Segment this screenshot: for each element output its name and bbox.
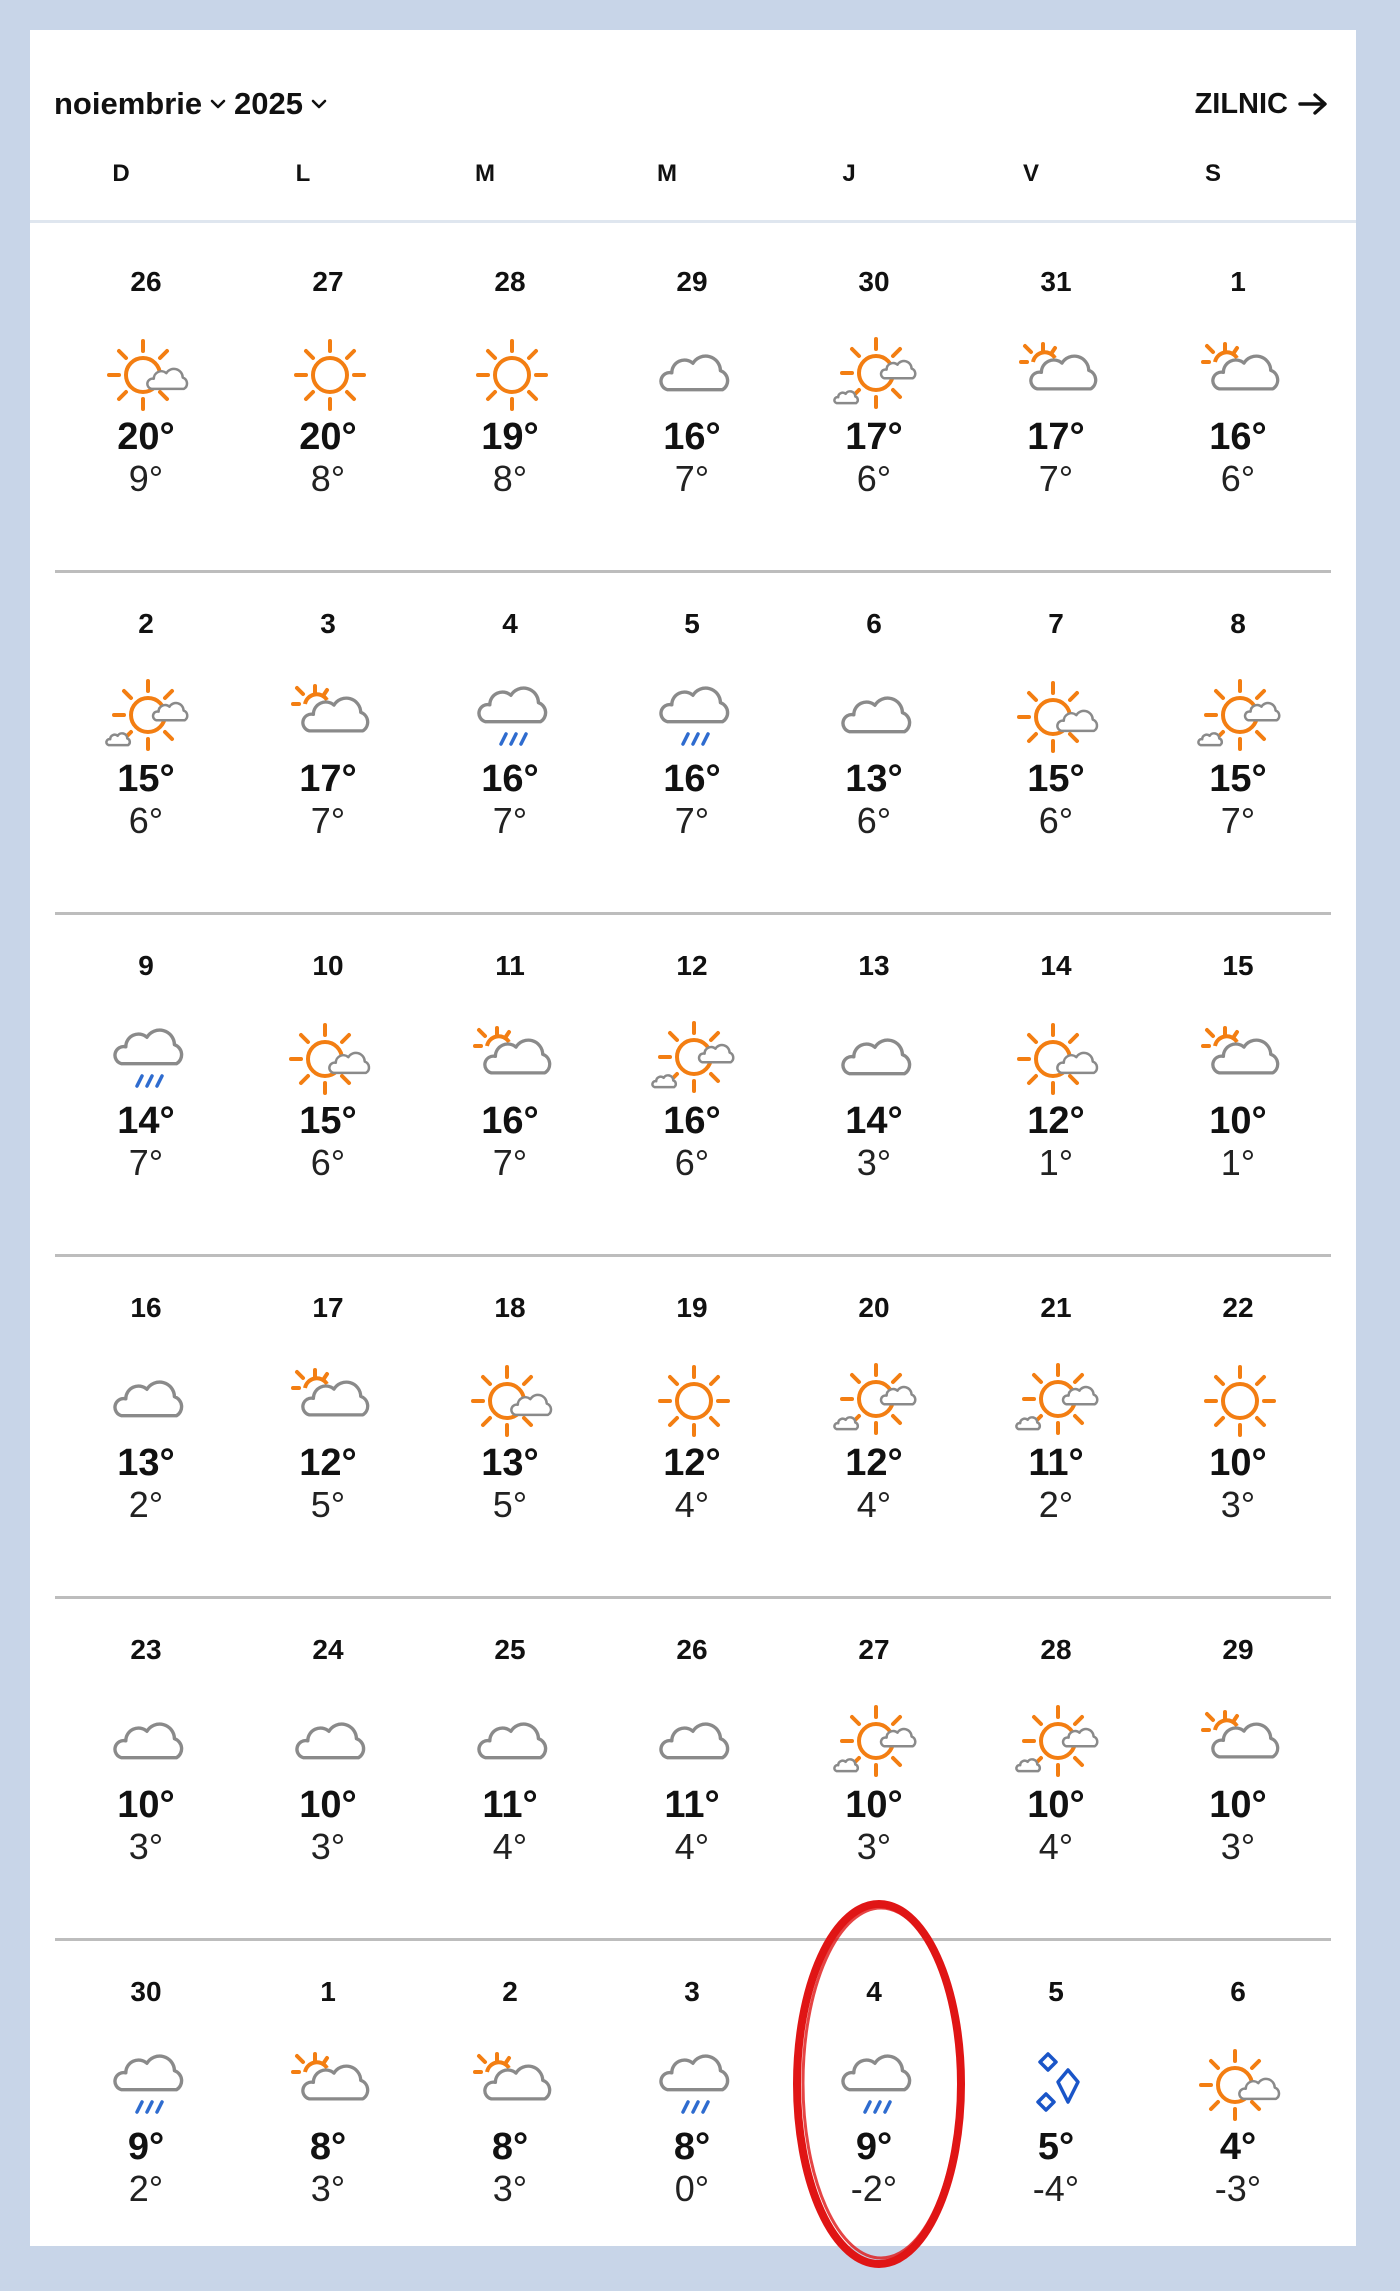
arrow-right-icon [1298, 93, 1328, 115]
max-temperature: 13° [845, 758, 903, 800]
min-temperature: -4° [1032, 2168, 1080, 2209]
max-temperature: 15° [1209, 758, 1267, 800]
max-temperature: 9° [855, 2126, 893, 2168]
day-number: 28 [1040, 1634, 1072, 1665]
month-label: noiembrie [54, 86, 203, 121]
min-temperature: 3° [310, 2168, 346, 2209]
min-temperature: 6° [1038, 800, 1074, 841]
cloud-icon [103, 1698, 193, 1788]
max-temperature: 16° [481, 1100, 539, 1142]
week-row [55, 1256, 1356, 1598]
min-temperature: 6° [310, 1142, 346, 1183]
max-temperature: 8° [491, 2126, 529, 2168]
min-temperature: 9° [128, 458, 164, 499]
max-temperature: 12° [1027, 1100, 1085, 1142]
weekday-label: D [112, 160, 130, 187]
min-temperature: 3° [128, 1826, 164, 1867]
day-cell[interactable] [1147, 572, 1329, 914]
sun-with-clouds-icon [831, 1356, 921, 1446]
chevron-down-icon [311, 96, 327, 112]
min-temperature: -3° [1214, 2168, 1262, 2209]
partly-cloudy-icon [1013, 330, 1103, 420]
day-cell[interactable] [55, 1940, 237, 2282]
min-temperature: 8° [492, 458, 528, 499]
min-temperature: 5° [492, 1484, 528, 1525]
day-number: 5 [1048, 1976, 1064, 2007]
day-cell[interactable] [237, 572, 419, 914]
min-temperature: 4° [856, 1484, 892, 1525]
sun-with-clouds-icon [103, 672, 193, 762]
day-number: 27 [858, 1634, 890, 1665]
max-temperature: 8° [673, 2126, 711, 2168]
rain-icon [649, 672, 739, 762]
min-temperature: 7° [1220, 800, 1256, 841]
day-cell[interactable] [237, 230, 419, 572]
day-cell[interactable] [601, 1940, 783, 2282]
day-cell[interactable] [783, 230, 965, 572]
weekday-header-row [30, 160, 1356, 210]
sun-icon [1195, 1356, 1285, 1446]
max-temperature: 4° [1219, 2126, 1257, 2168]
min-temperature: 3° [1220, 1484, 1256, 1525]
sun-with-clouds-icon [1195, 672, 1285, 762]
day-cell[interactable] [419, 1598, 601, 1940]
day-cell[interactable] [419, 572, 601, 914]
day-number: 16 [130, 1292, 162, 1323]
day-cell[interactable] [1147, 1256, 1329, 1598]
max-temperature: 16° [481, 758, 539, 800]
min-temperature: 3° [1220, 1826, 1256, 1867]
day-number: 11 [495, 950, 525, 981]
min-temperature: -2° [850, 2168, 898, 2209]
cloud-icon [649, 330, 739, 420]
min-temperature: 7° [492, 800, 528, 841]
min-temperature: 4° [492, 1826, 528, 1867]
day-number: 27 [312, 266, 344, 297]
week-row [55, 1940, 1356, 2282]
partly-cloudy-icon [285, 672, 375, 762]
day-number: 15 [1222, 950, 1254, 981]
day-number: 13 [858, 950, 890, 981]
max-temperature: 17° [845, 416, 903, 458]
max-temperature: 20° [299, 416, 357, 458]
day-number: 21 [1040, 1292, 1072, 1323]
min-temperature: 4° [1038, 1826, 1074, 1867]
day-cell[interactable] [1147, 1940, 1329, 2282]
weekday-label: M [475, 160, 495, 187]
daily-view-label: ZILNIC [1194, 87, 1288, 120]
day-cell[interactable] [1147, 914, 1329, 1256]
day-number: 26 [130, 266, 162, 297]
day-number: 3 [684, 1976, 700, 2007]
cloud-icon [831, 672, 921, 762]
day-number: 9 [138, 950, 154, 981]
day-cell[interactable] [237, 914, 419, 1256]
day-cell[interactable] [783, 1256, 965, 1598]
cloud-icon [467, 1698, 557, 1788]
day-number: 26 [676, 1634, 708, 1665]
day-number: 6 [866, 608, 882, 639]
sun-icon [285, 330, 375, 420]
year-label: 2025 [234, 86, 303, 121]
day-cell[interactable] [237, 1256, 419, 1598]
day-cell[interactable] [601, 572, 783, 914]
min-temperature: 3° [856, 1826, 892, 1867]
weekday-label: L [295, 160, 311, 187]
day-cell[interactable] [783, 1598, 965, 1940]
day-number: 6 [1230, 1976, 1246, 2007]
rain-icon [649, 2040, 739, 2130]
min-temperature: 6° [856, 458, 892, 499]
min-temperature: 8° [310, 458, 346, 499]
min-temperature: 5° [310, 1484, 346, 1525]
max-temperature: 15° [117, 758, 175, 800]
min-temperature: 7° [674, 800, 710, 841]
max-temperature: 14° [845, 1100, 903, 1142]
min-temperature: 6° [856, 800, 892, 841]
min-temperature: 2° [1038, 1484, 1074, 1525]
weekday-label: M [657, 160, 677, 187]
partly-cloudy-icon [1195, 1698, 1285, 1788]
sun-icon [649, 1356, 739, 1446]
day-cell[interactable] [237, 1940, 419, 2282]
day-number: 30 [130, 1976, 162, 2007]
partly-cloudy-icon [285, 1356, 375, 1446]
partly-cloudy-icon [1195, 1014, 1285, 1104]
day-cell[interactable] [601, 1256, 783, 1598]
sun-with-clouds-icon [649, 1014, 739, 1104]
partly-cloudy-icon [1195, 330, 1285, 420]
max-temperature: 12° [299, 1442, 357, 1484]
day-cell[interactable] [965, 572, 1147, 914]
max-temperature: 12° [845, 1442, 903, 1484]
max-temperature: 17° [1027, 416, 1085, 458]
rain-icon [103, 1014, 193, 1104]
day-cell[interactable] [783, 1940, 965, 2282]
day-number: 3 [320, 608, 336, 639]
day-cell[interactable] [1147, 230, 1329, 572]
day-number: 7 [1048, 608, 1064, 639]
max-temperature: 9° [127, 2126, 165, 2168]
partly-cloudy-icon [467, 1014, 557, 1104]
day-cell[interactable] [965, 914, 1147, 1256]
chevron-down-icon [210, 96, 226, 112]
sun-icon [467, 330, 557, 420]
day-number: 4 [502, 608, 518, 639]
min-temperature: 7° [128, 1142, 164, 1183]
max-temperature: 16° [663, 1100, 721, 1142]
week-row [55, 1598, 1356, 1940]
cloud-icon [831, 1014, 921, 1104]
day-number: 2 [138, 608, 154, 639]
max-temperature: 10° [1209, 1442, 1267, 1484]
day-cell[interactable] [55, 572, 237, 914]
header-divider [30, 220, 1356, 223]
day-number: 4 [866, 1976, 882, 2007]
cloud-icon [285, 1698, 375, 1788]
min-temperature: 2° [128, 2168, 164, 2209]
sun-with-cloud-icon [103, 330, 193, 420]
min-temperature: 0° [674, 2168, 710, 2209]
min-temperature: 6° [674, 1142, 710, 1183]
day-cell[interactable] [783, 914, 965, 1256]
max-temperature: 19° [481, 416, 539, 458]
day-cell[interactable] [601, 230, 783, 572]
day-number: 19 [676, 1292, 708, 1323]
max-temperature: 11° [664, 1784, 720, 1826]
daily-view-link[interactable] [1195, 82, 1328, 126]
min-temperature: 6° [128, 800, 164, 841]
sun-with-cloud-icon [1195, 2040, 1285, 2130]
day-cell[interactable] [965, 230, 1147, 572]
weekday-label: V [1022, 160, 1039, 187]
max-temperature: 20° [117, 416, 175, 458]
calendar-header [30, 30, 1356, 130]
min-temperature: 4° [674, 1826, 710, 1867]
max-temperature: 12° [663, 1442, 721, 1484]
max-temperature: 5° [1037, 2126, 1075, 2168]
week-row [55, 914, 1356, 1256]
max-temperature: 13° [481, 1442, 539, 1484]
max-temperature: 16° [1209, 416, 1267, 458]
max-temperature: 10° [117, 1784, 175, 1826]
sun-with-clouds-icon [831, 1698, 921, 1788]
max-temperature: 15° [299, 1100, 357, 1142]
day-number: 17 [312, 1292, 344, 1323]
sun-with-clouds-icon [1013, 1698, 1103, 1788]
cloud-icon [649, 1698, 739, 1788]
max-temperature: 11° [482, 1784, 538, 1826]
day-number: 2 [502, 1976, 518, 2007]
day-number: 31 [1040, 266, 1072, 297]
day-number: 1 [320, 1976, 336, 2007]
day-number: 24 [312, 1634, 344, 1665]
rain-icon [831, 2040, 921, 2130]
sun-with-cloud-icon [467, 1356, 557, 1446]
day-cell[interactable] [419, 914, 601, 1256]
max-temperature: 10° [1027, 1784, 1085, 1826]
min-temperature: 7° [310, 800, 346, 841]
cloud-icon [103, 1356, 193, 1446]
snow-icon [1013, 2040, 1103, 2130]
min-temperature: 2° [128, 1484, 164, 1525]
rain-icon [467, 672, 557, 762]
partly-cloudy-icon [285, 2040, 375, 2130]
sun-with-clouds-icon [831, 330, 921, 420]
sun-with-clouds-icon [1013, 1356, 1103, 1446]
max-temperature: 16° [663, 758, 721, 800]
min-temperature: 3° [856, 1142, 892, 1183]
max-temperature: 13° [117, 1442, 175, 1484]
min-temperature: 7° [1038, 458, 1074, 499]
day-cell[interactable] [783, 572, 965, 914]
day-number: 28 [494, 266, 526, 297]
max-temperature: 10° [1209, 1100, 1267, 1142]
min-temperature: 6° [1220, 458, 1256, 499]
day-number: 8 [1230, 608, 1246, 639]
day-number: 29 [676, 266, 708, 297]
day-cell[interactable] [601, 1598, 783, 1940]
min-temperature: 1° [1220, 1142, 1256, 1183]
max-temperature: 11° [1028, 1442, 1084, 1484]
max-temperature: 14° [117, 1100, 175, 1142]
day-number: 12 [676, 950, 708, 981]
day-cell[interactable] [965, 1256, 1147, 1598]
week-row [55, 230, 1356, 572]
day-cell[interactable] [601, 914, 783, 1256]
day-cell[interactable] [965, 1940, 1147, 2282]
day-cell[interactable] [55, 230, 237, 572]
day-number: 14 [1040, 950, 1072, 981]
day-number: 5 [684, 608, 700, 639]
month-selector[interactable] [54, 82, 226, 126]
day-cell[interactable] [55, 1256, 237, 1598]
year-selector[interactable] [234, 82, 327, 126]
day-number: 18 [494, 1292, 526, 1323]
sun-with-cloud-icon [1013, 672, 1103, 762]
max-temperature: 15° [1027, 758, 1085, 800]
day-number: 25 [494, 1634, 526, 1665]
day-cell[interactable] [55, 1598, 237, 1940]
max-temperature: 8° [309, 2126, 347, 2168]
rain-icon [103, 2040, 193, 2130]
max-temperature: 10° [845, 1784, 903, 1826]
day-number: 29 [1222, 1634, 1254, 1665]
day-number: 20 [858, 1292, 890, 1323]
min-temperature: 3° [310, 1826, 346, 1867]
sun-with-cloud-icon [285, 1014, 375, 1104]
min-temperature: 3° [492, 2168, 528, 2209]
weekday-label: J [842, 160, 856, 187]
min-temperature: 1° [1038, 1142, 1074, 1183]
max-temperature: 16° [663, 416, 721, 458]
max-temperature: 17° [299, 758, 357, 800]
day-cell[interactable] [965, 1598, 1147, 1940]
day-cell[interactable] [419, 1256, 601, 1598]
day-cell[interactable] [419, 1940, 601, 2282]
day-cell[interactable] [55, 914, 237, 1256]
day-cell[interactable] [419, 230, 601, 572]
weekday-label: S [1204, 160, 1221, 187]
day-number: 22 [1222, 1292, 1254, 1323]
day-cell[interactable] [237, 1598, 419, 1940]
calendar-card [30, 30, 1356, 2246]
partly-cloudy-icon [467, 2040, 557, 2130]
day-number: 30 [858, 266, 890, 297]
max-temperature: 10° [1209, 1784, 1267, 1826]
min-temperature: 7° [492, 1142, 528, 1183]
week-row [55, 572, 1356, 914]
day-cell[interactable] [1147, 1598, 1329, 1940]
max-temperature: 10° [299, 1784, 357, 1826]
min-temperature: 7° [674, 458, 710, 499]
day-number: 10 [312, 950, 344, 981]
day-number: 1 [1230, 266, 1246, 297]
min-temperature: 4° [674, 1484, 710, 1525]
day-number: 23 [130, 1634, 162, 1665]
sun-with-cloud-icon [1013, 1014, 1103, 1104]
